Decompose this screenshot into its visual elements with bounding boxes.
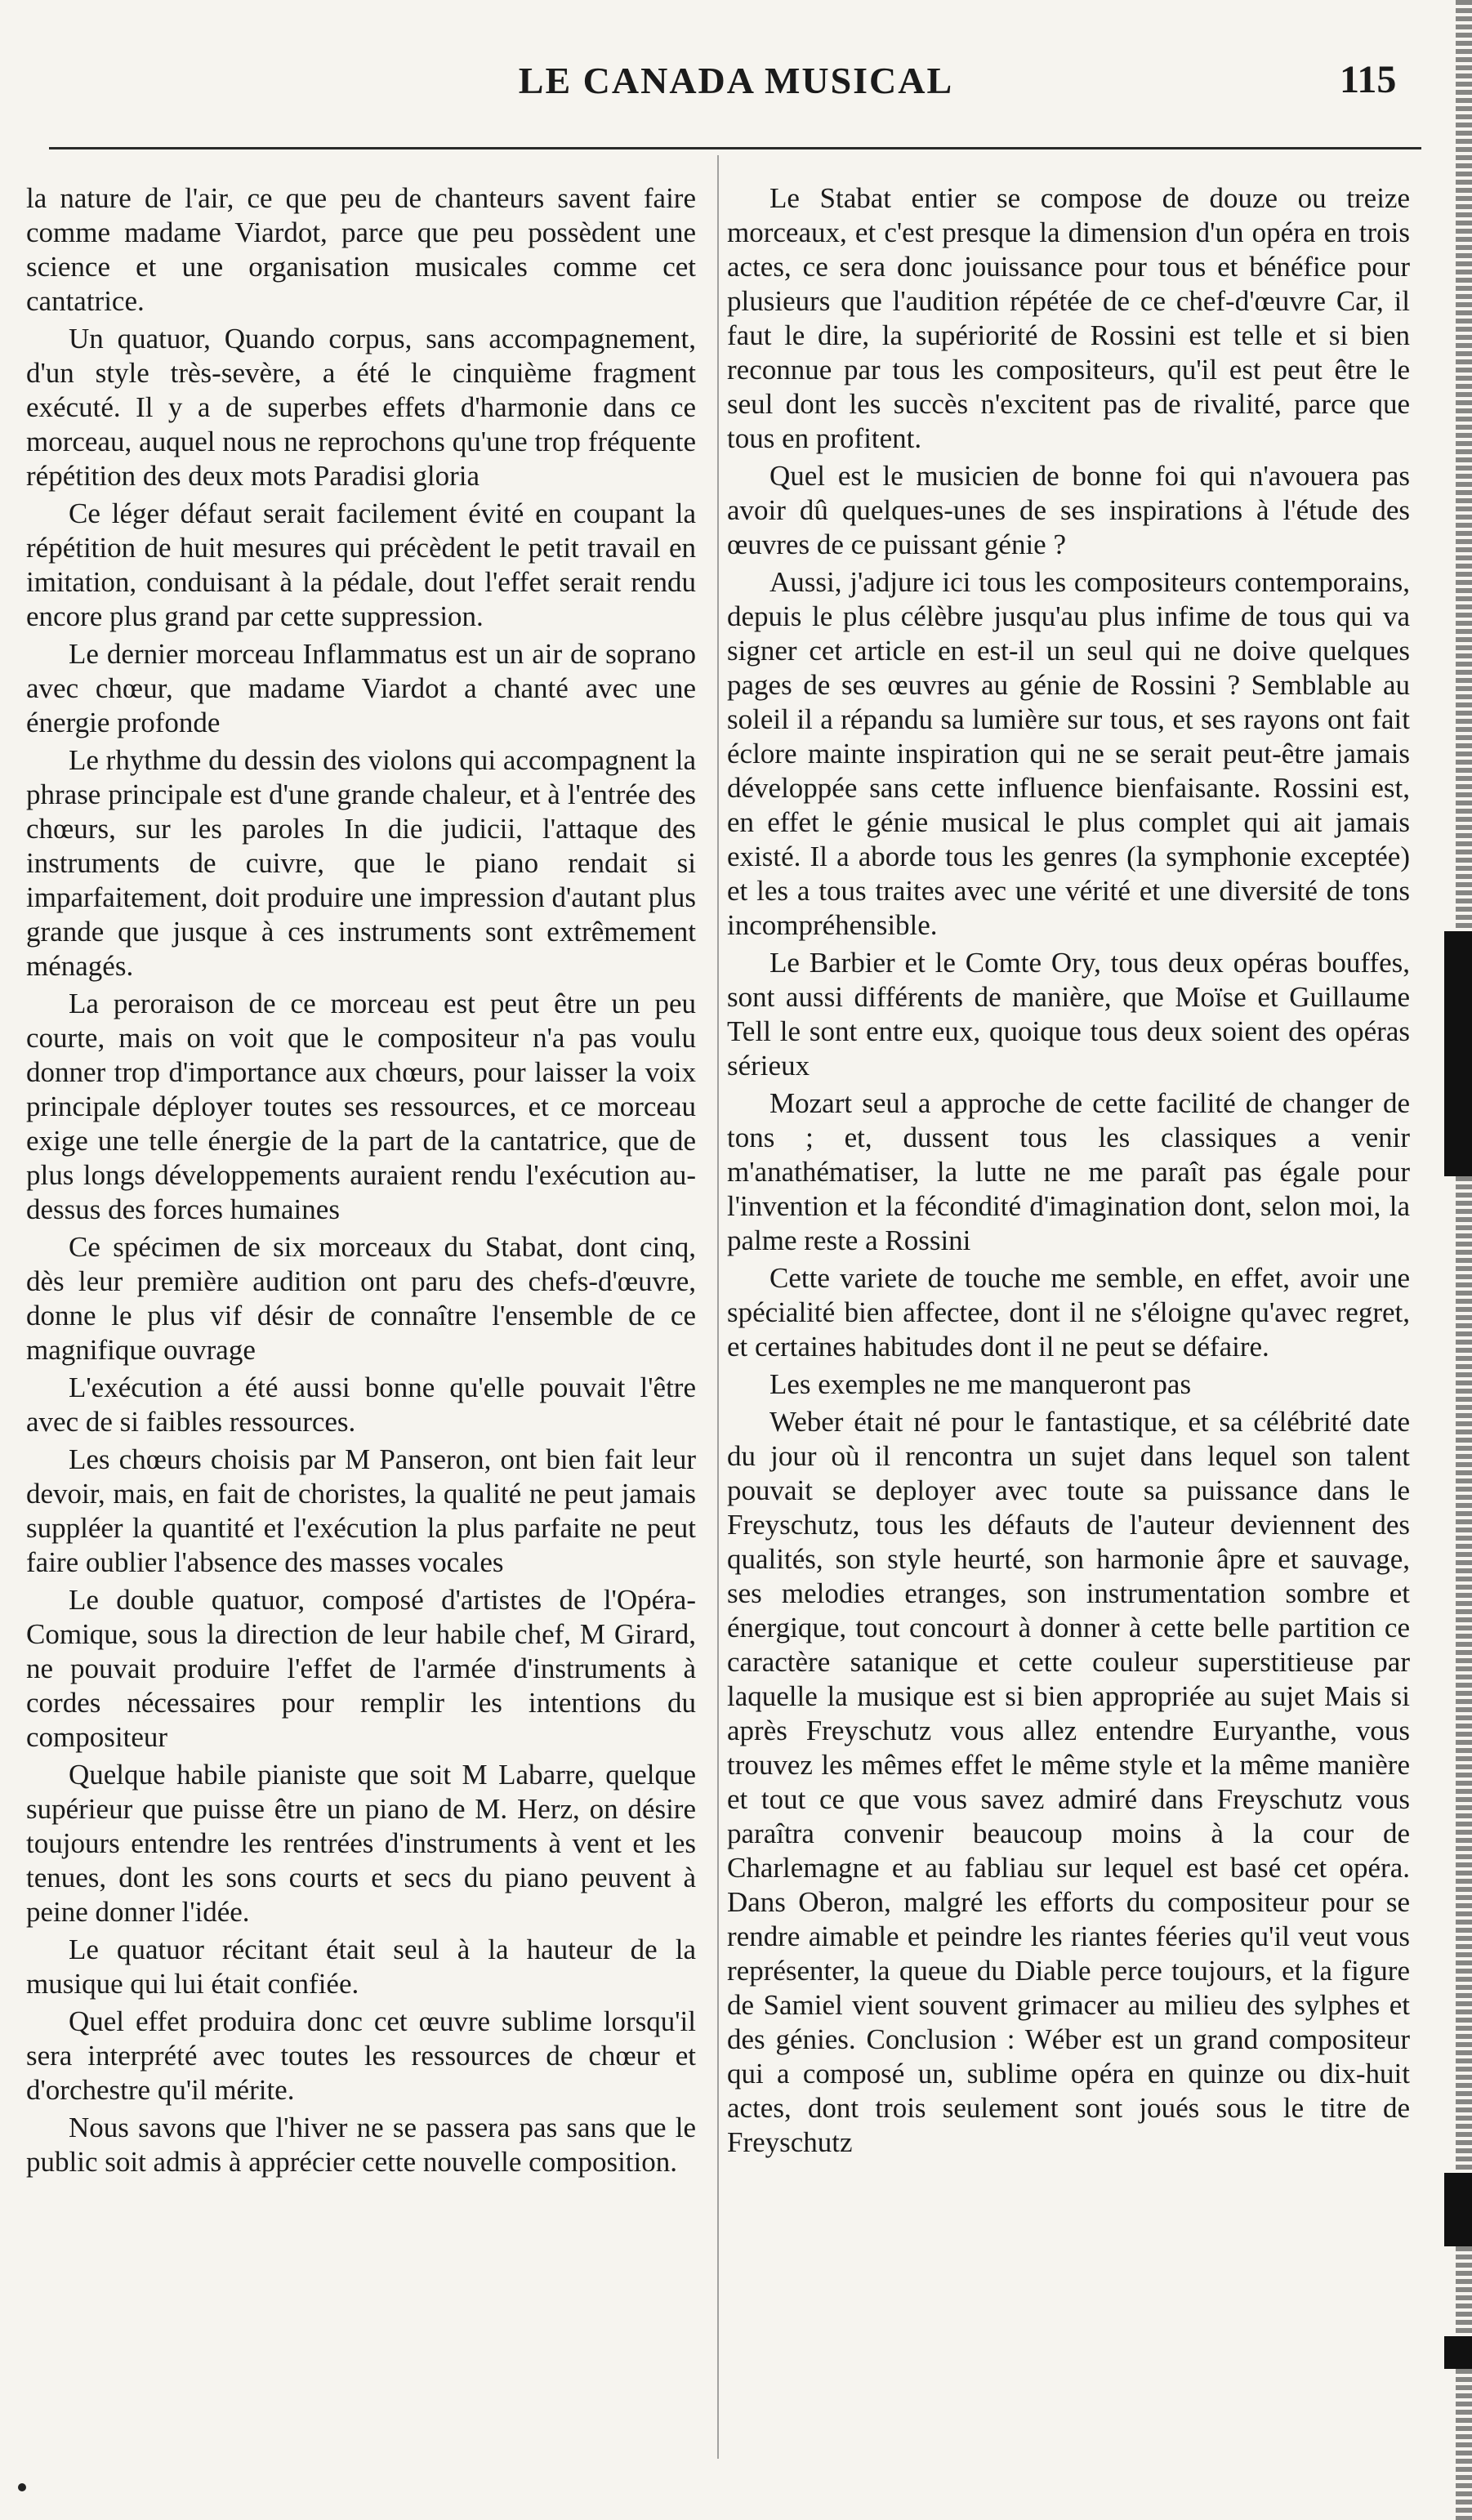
- scan-dot: [18, 2483, 26, 2491]
- paragraph: Weber était né pour le fantastique, et sa célébrité date du jour où il rencontra un sujet dans lequel son talent pouvait se deployer avec toute sa puissance dans le Freyschutz, tous les défauts de l'auteur deviennent des qualités, son style heurté, son harmonie âpre et sauvage, ses melodies etranges, son instrumentation sombre et énergique, tout concourt à donner à cette belle partition ce caractère satanique et cette couleur superstitieuse par laquelle la musique est si bien appropriée au sujet Mais si après Freyschutz vous allez entendre Euryanthe, vous trouvez les mêmes effet le même style et la même manière et tout ce que vous savez admiré dans Freyschutz vous paraîtra convenir beaucoup moins à la cour de Charlemagne et au fabliau sur lequel est basé cet opéra. Dans Oberon, malgré les efforts du compositeur pour se rendre aimable et peindre les riantes féeries qu'il veut vous représenter, la queue du Diable perce toujours, et la figure de Samiel vient souvent grimacer au milieu des sylphes et des génies. Conclusion : Wéber est un grand compositeur qui a composé un, sublime opéra en quinze ou dix-huit actes, dont trois seulement sont joués sous le titre de Freyschutz: [727, 1406, 1410, 2158]
- scan-edge-strip: [1456, 0, 1472, 2520]
- paragraph: Ce léger défaut serait facilement évité en coupant la répétition de huit mesures qui précèdent le petit travail en imitation, conduisant à la pédale, dout l'effet serait rendu encore plus grand par cette suppression.: [26, 497, 696, 632]
- header-rule: [49, 147, 1421, 149]
- scan-edge-mark: [1444, 2336, 1472, 2369]
- page-header: [0, 0, 1472, 114]
- paragraph: Quel effet produira donc cet œuvre sublime lorsqu'il sera interprété avec toutes les ressources de chœur et d'orchestre qu'il mérite.: [26, 2005, 696, 2106]
- page-number: 115: [1340, 58, 1397, 101]
- paragraph: Nous savons que l'hiver ne se passera pas sans que le public soit admis à apprécier cette nouvelle composition.: [26, 2112, 696, 2178]
- paragraph: la nature de l'air, ce que peu de chanteurs savent faire comme madame Viardot, parce que peu possèdent une science et une organisation musicales comme cet cantatrice.: [26, 182, 696, 317]
- paragraph: Le rhythme du dessin des violons qui accompagnent la phrase principale est d'une grande chaleur, et à l'entrée des chœurs, sur les paroles In die judicii, l'attaque des instruments de cuivre, que le piano rendait si imparfaitement, doit produire une impression d'autant plus grande que jusque à ces instruments sont extrêmement ménagés.: [26, 744, 696, 982]
- paragraph: Aussi, j'adjure ici tous les compositeurs contemporains, depuis le plus célèbre jusqu'au plus infime de tous qui va signer cet article en est-il un seul qui ne doive quelques pages de ses œuvres au génie de Rossini ? Semblable au soleil il a répandu sa lumière sur tous, et ses rayons ont fait éclore mainte inspiration qui ne se serait peut-être jamais développée sans cette influence bienfaisante. Rossini est, en effet le génie musical le plus complet qui ait jamais existé. Il a aborde tous les genres (la symphonie exceptée) et les a tous traites avec une vérité et une diversité de tons incompréhensible.: [727, 566, 1410, 941]
- paragraph: Ce spécimen de six morceaux du Stabat, dont cinq, dès leur première audition ont paru des chefs-d'œuvre, donne le plus vif désir de connaître l'ensemble de ce magnifique ouvrage: [26, 1231, 696, 1366]
- paragraph: Cette variete de touche me semble, en effet, avoir une spécialité bien affectee, dont il ne s'éloigne qu'avec regret, et certaines habitudes dont il ne peut se défaire.: [727, 1262, 1410, 1363]
- running-title: LE CANADA MUSICAL: [518, 60, 954, 101]
- scan-edge-mark: [1444, 931, 1472, 1176]
- column-divider: [717, 155, 719, 2459]
- paragraph: Mozart seul a approche de cette facilité de changer de tons ; et, dussent tous les classiques a venir m'anathématiser, la lutte ne me paraît pas égale pour l'invention et la fécondité d'imagination dont, selon moi, la palme reste a Rossini: [727, 1087, 1410, 1256]
- paragraph: Le Stabat entier se compose de douze ou treize morceaux, et c'est presque la dimension d'un opéra en trois actes, ce sera donc jouissance pour tous et bénéfice pour plusieurs que l'audition répétée de ce chef-d'œuvre Car, il faut le dire, la supériorité de Rossini est telle et si bien reconnue par tous les compositeurs, qu'il est peut être le seul dont les succès n'excitent pas de rivalité, parce que tous en profitent.: [727, 182, 1410, 454]
- left-column: [26, 181, 696, 2183]
- paragraph: Quelque habile pianiste que soit M Labarre, quelque supérieur que puisse être un piano de M. Herz, on désire toujours entendre les rentrées d'instruments à vent et les tenues, dont les sons courts et secs du piano peuvent à peine donner l'idée.: [26, 1759, 696, 1928]
- paragraph: Quel est le musicien de bonne foi qui n'avouera pas avoir dû quelques-unes de ses inspirations à l'étude des œuvres de ce puissant génie ?: [727, 460, 1410, 560]
- paragraph: Le double quatuor, composé d'artistes de l'Opéra-Comique, sous la direction de leur habile chef, M Girard, ne pouvait produire l'effet de l'armée d'instruments à cordes nécessaires pour remplir les intentions du compositeur: [26, 1584, 696, 1753]
- paragraph: Les exemples ne me manqueront pas: [769, 1368, 1192, 1400]
- right-column: [727, 181, 1410, 2163]
- paragraph: L'exécution a été aussi bonne qu'elle pouvait l'être avec de si faibles ressources.: [26, 1372, 696, 1438]
- paragraph: La peroraison de ce morceau est peut être un peu courte, mais on voit que le compositeur n'a pas voulu donner trop d'importance aux chœurs, pour laisser la voix principale déployer toutes ses ressources, et ce morceau exige une telle énergie de la part de la cantatrice, que de plus longs développements auraient rendu l'exécution au-dessus des forces humaines: [26, 988, 696, 1225]
- paragraph: Le quatuor récitant était seul à la hauteur de la musique qui lui était confiée.: [26, 1933, 696, 2000]
- paragraph: Un quatuor, Quando corpus, sans accompagnement, d'un style très-sevère, a été le cinquième fragment exécuté. Il y a de superbes effets d'harmonie dans ce morceau, auquel nous ne reprochons qu'une trop fréquente répétition des deux mots Paradisi gloria: [26, 323, 696, 492]
- paragraph: Le Barbier et le Comte Ory, tous deux opéras bouffes, sont aussi différents de manière, que Moïse et Guillaume Tell le sont entre eux, quoique tous deux soient des opéras sérieux: [727, 947, 1410, 1082]
- scan-edge-mark: [1444, 2173, 1472, 2246]
- paragraph: Les chœurs choisis par M Panseron, ont bien fait leur devoir, mais, en fait de choristes, la qualité ne peut jamais suppléer la quantité et l'exécution la plus parfaite ne peut faire oublier l'absence des masses vocales: [26, 1443, 696, 1578]
- paragraph: Le dernier morceau Inflammatus est un air de soprano avec chœur, que madame Viardot a chanté avec une énergie profonde: [26, 638, 696, 738]
